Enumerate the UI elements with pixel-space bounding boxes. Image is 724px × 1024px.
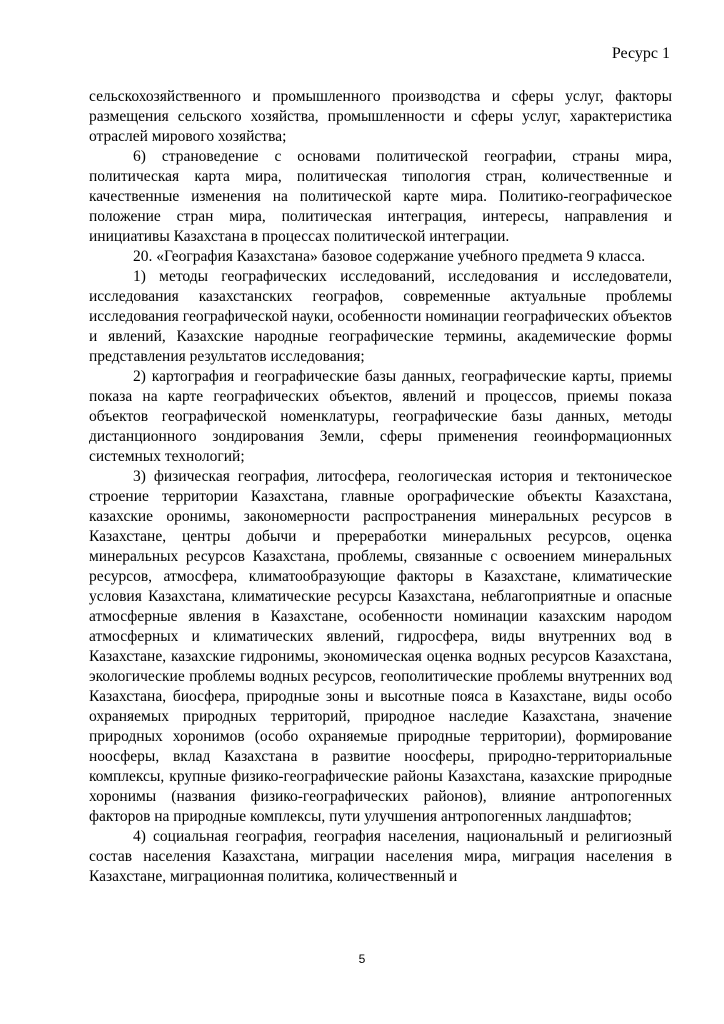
paragraph-continuation: сельскохозяйственного и промышленного производства и сферы услуг, факторы размещения сельского хозяйства, промышленности и сферы услуг, характеристика отраслей мирового хозяйства; [89,88,672,145]
paragraph-item-1: 1) методы географических исследований, исследования и исследователи, исследования казахстанских географов, современные актуальные проблемы исследования географической науки, особенности номинации географических объектов и явлений, Казахские народные географические термины, академические формы представления результатов исследования; [89,268,672,365]
paragraph-item-3: 3) физическая география, литосфера, геологическая история и тектоническое строение территории Казахстана, главные орографические объекты Казахстана, казахские оронимы, закономерности распространения минеральных ресурсов в Казахстане, центры добычи и прерeработки минеральных ресурсов, оценка минеральных ресурсов Казахстана, проблемы, связанные с освоением минеральных ресурсов, атмосфера, климатообразующие факторы в Казахстане, климатические условия Казахстана, климатические ресурсы Казахстана, неблагоприятные и опасные атмосферные явления в Казахстане, особенности номинации казахским народом атмосферных и климатических явлений, гидросфера, виды внутренних вод в Казахстане, казахские гидронимы, экономическая оценка водных ресурсов Казахстана, экологические проблемы водных ресурсов, геополитические проблемы внутренних вод Казахстана, биосфера, природные зоны и высотные пояса в Казахстане, виды особо охраняемых природных территорий, природное наследие Казахстана, значение природных хоронимов (особо охраняемые природные территории), формирование ноосферы, вклад Казахстана в развитие ноосферы, природно-территориальные комплексы, крупные физико-географические районы Казахстана, казахские природные хоронимы (названия физико-географических районов), влияние антропогенных факторов на природные комплексы, пути улучшения антропогенных ландшафтов; [89,468,672,825]
paragraph-item-4: 4) социальная география, география населения, национальный и религиозный состав населения Казахстана, миграции населения мира, миграция населения в Казахстане, миграционная политика, количественный и [89,828,672,885]
paragraph-item-6: 6) страноведение с основами политической географии, страны мира, политическая карта мира, политическая типология стран, количественные и качественные изменения на политической карте мира. Политико-географическое положение стран мира, политическая интеграция, интересы, направления и инициативы Казахстана в процессах политической интеграции. [89,148,672,245]
resource-label: Ресурс 1 [611,45,670,62]
page-body [89,87,672,887]
paragraph-item-2: 2) картография и географические базы данных, географические карты, приемы показа на карте географических объектов, явлений и процессов, приемы показа объектов географической номенклатуры, географические базы данных, методы дистанционного зондирования Земли, сферы применения геоинформационных системных технологий; [89,368,672,465]
page-number: 5 [358,952,366,966]
paragraph-section-20: 20. «География Казахстана» базовое содержание учебного предмета 9 класса. [133,248,646,265]
